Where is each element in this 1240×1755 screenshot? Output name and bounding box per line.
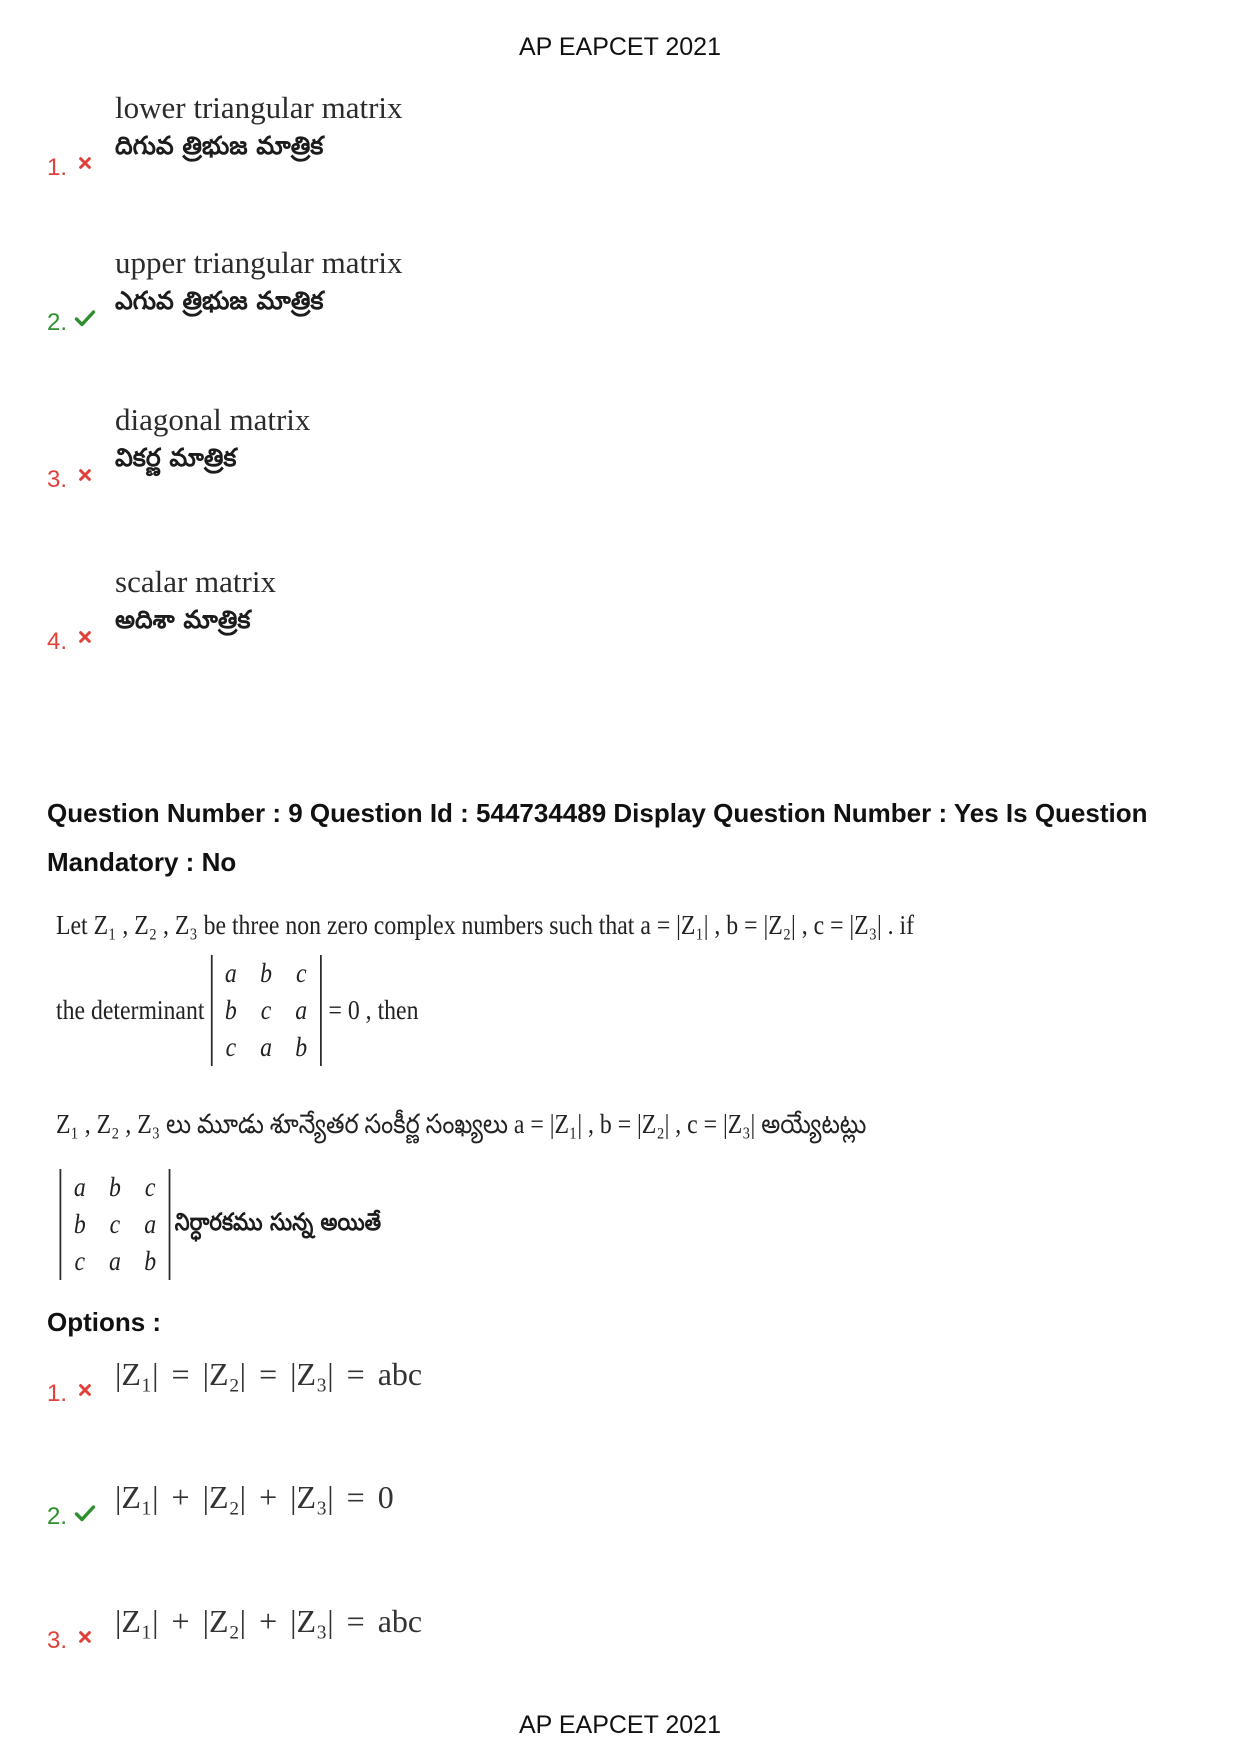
option-formula: |Z₁| + |Z₂| + |Z₃| = abc [115,1603,423,1639]
question-option-2 [47,1477,1147,1587]
option-content [115,1354,422,1394]
determinant-cell: c [144,1172,156,1202]
option-content [115,244,403,320]
page-header: AP EAPCET 2021 [519,33,721,61]
previous-option-3 [47,401,1147,511]
option-content [115,1601,422,1641]
option-number: 1. [47,154,68,181]
option-text-telugu: దిగువ త్రిభుజ మాత్రిక [115,131,324,160]
option-number: 2. [47,309,68,336]
determinant-suffix: = 0 , then [328,995,419,1025]
cross-icon [74,152,96,174]
question-meta: Question Number : 9 Question Id : 544734489 Display Question Number : Yes Is Question Mandatory : No [47,798,1148,877]
cross-icon-graphic [78,156,92,170]
determinant [211,955,322,1066]
option-formula: |Z₁| = |Z₂| = |Z₃| = abc [115,1356,423,1392]
determinant-condition-telugu [56,1169,1050,1280]
option-number: 3. [47,466,68,493]
option-number: 4. [47,628,68,655]
question-text-telugu [56,1106,1050,1280]
question-line-telugu: Z₁ , Z₂ , Z₃ లు మూడు శూన్యేతర సంకీర్ణ సంఖ్యలు a = |Z₁| , b = |Z₂| , c = |Z₃| అయ్యేటట్లు [56,1109,867,1139]
determinant-cell: b [144,1246,157,1276]
cross-icon-graphic [78,630,92,644]
check-icon-graphic [74,1504,96,1522]
option-text-telugu: వికర్ణ మాత్రిక [115,443,237,472]
option-formula: |Z₁| + |Z₂| + |Z₃| = 0 [115,1479,394,1515]
cross-icon [74,1379,96,1401]
determinant-cell: a [224,958,237,988]
cross-icon-graphic [78,468,92,482]
determinant-suffix-telugu: నిర్ధారకము సున్న అయితే [174,1207,382,1236]
option-text-english: lower triangular matrix [115,90,403,125]
option-content [115,563,276,639]
question-line-english: Let Z₁ , Z₂ , Z₃ be three non zero complex numbers such that a = |Z₁| , b = |Z₂| , c = |Z₃| . if [56,910,915,940]
option-content [115,1477,394,1517]
cross-icon-graphic [78,1630,92,1644]
option-number: 3. [47,1627,68,1654]
previous-option-1 [47,89,1147,199]
determinant-cell: b [295,1032,308,1062]
determinant-cell: a [295,995,308,1025]
determinant-cell: b [73,1209,86,1239]
determinant-cell: c [74,1246,86,1276]
option-text-telugu: అదిశా మాత్రిక [115,605,251,634]
determinant-cell: c [225,1032,237,1062]
question-option-1 [47,1354,1147,1464]
option-text-english: diagonal matrix [115,402,311,437]
option-number: 1. [47,1380,68,1407]
option-text-english: scalar matrix [115,564,276,599]
determinant-condition-english [56,955,1050,1066]
determinant-cell: a [144,1209,157,1239]
option-text-english: upper triangular matrix [115,245,403,280]
determinant-cell: c [260,995,272,1025]
cross-icon-graphic [78,1383,92,1397]
determinant-cell: b [109,1172,121,1202]
determinant-prefix: the determinant [56,995,205,1025]
options-label: Options : [47,1307,162,1337]
cross-icon [74,464,96,486]
check-icon [74,307,96,329]
determinant-cell: c [109,1209,121,1239]
cross-icon [74,1626,96,1648]
determinant-cell: a [73,1172,86,1202]
determinant-cell: a [260,1032,272,1062]
check-icon-graphic [74,309,96,327]
option-text-telugu: ఎగువ త్రిభుజ మాత్రిక [115,286,324,315]
question-option-3 [47,1601,1147,1711]
question-text-english [56,907,1050,1066]
previous-option-4 [47,563,1147,673]
determinant-cell: b [260,958,272,988]
determinant [60,1169,171,1280]
previous-option-2 [47,244,1147,354]
determinant-cell: a [109,1246,121,1276]
determinant-cell: c [295,958,307,988]
check-icon [74,1502,96,1524]
option-number: 2. [47,1503,68,1530]
page-footer: AP EAPCET 2021 [519,1711,721,1739]
determinant-cell: b [224,995,237,1025]
option-content [115,89,403,165]
cross-icon [74,626,96,648]
option-content [115,401,310,477]
